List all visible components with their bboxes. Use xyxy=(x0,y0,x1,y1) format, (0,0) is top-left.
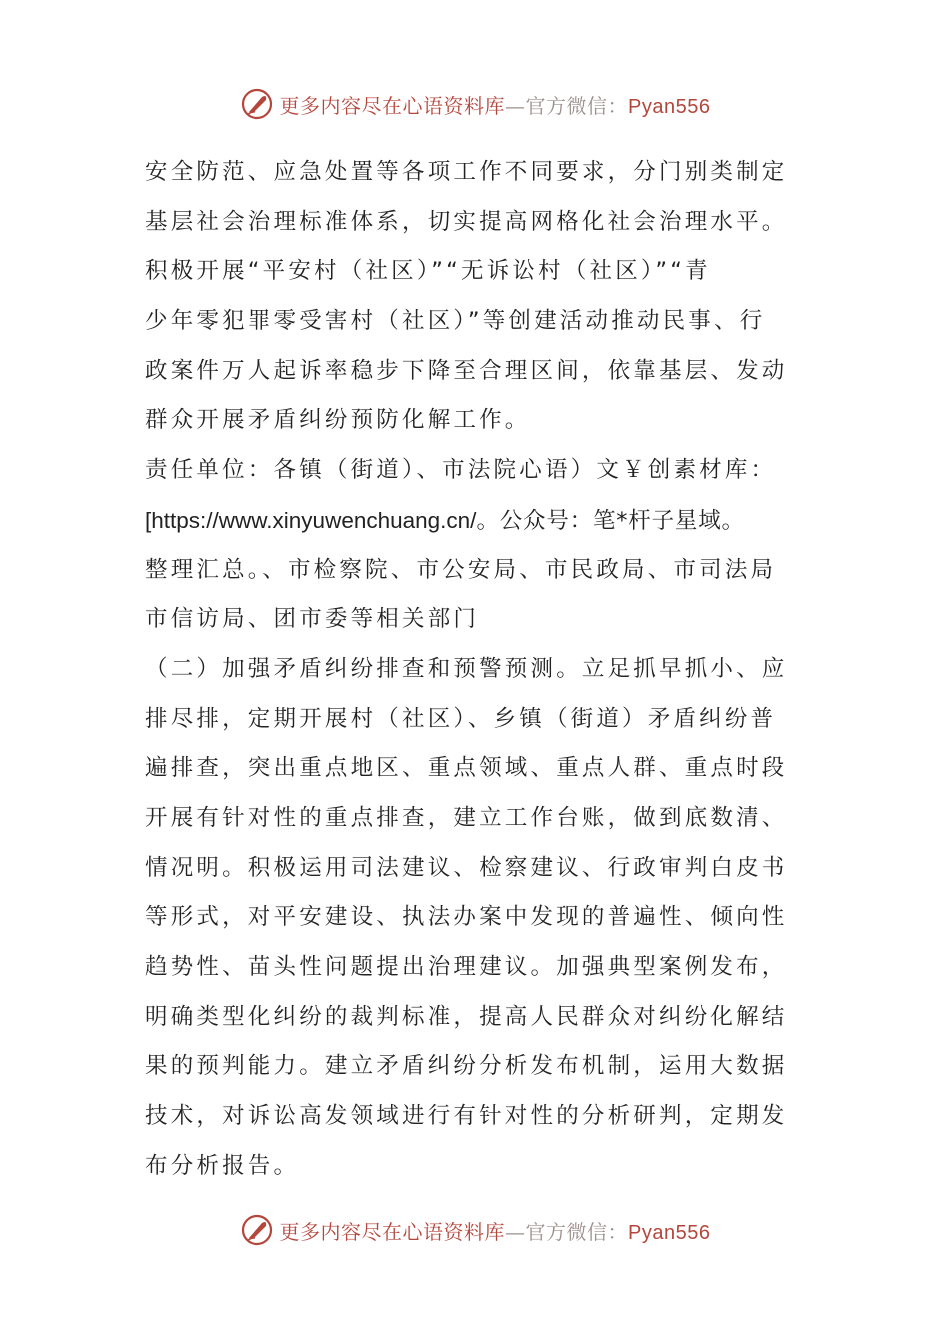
header-brand: 更多内容尽在心语资料库 xyxy=(279,93,506,118)
header-wechat-id: Pyan556 xyxy=(628,95,711,118)
header-dash: — xyxy=(505,93,526,118)
body-line: 群众开展矛盾纠纷预防化解工作。 xyxy=(145,407,531,434)
footer-dash: — xyxy=(505,1219,526,1244)
body-line: 明确类型化纠纷的裁判标准，提高人民群众对纠纷化解结 xyxy=(145,1003,788,1030)
footer-banner xyxy=(0,1210,950,1250)
body-line: 果的预判能力。建立矛盾纠纷分析发布机制，运用大数据 xyxy=(145,1053,788,1080)
quill-pen-logo-icon xyxy=(240,87,274,121)
body-line: 排尽排，定期开展村（社区）、乡镇（街道）矛盾纠纷普 xyxy=(145,705,777,732)
url-suffix: 。公众号：笔*杆子星域。 xyxy=(476,507,745,534)
source-url: [https://www.xinyuwenchuang.cn/ xyxy=(145,507,477,533)
section-heading-line: （二）加强矛盾纠纷排查和预警预测。立足抓早抓小、应 xyxy=(145,655,788,682)
body-line: 情况明。积极运用司法建议、检察建议、行政审判白皮书 xyxy=(145,854,788,881)
body-line: 遍排查，突出重点地区、重点领域、重点人群、重点时段 xyxy=(145,755,788,782)
body-line: 基层社会治理标准体系，切实提高网格化社会治理水平。 xyxy=(145,208,788,235)
document-body xyxy=(145,148,810,1191)
body-line-url xyxy=(145,496,810,546)
body-line: 责任单位：各镇（街道）、市法院心语）文￥创素材库： xyxy=(145,457,777,484)
body-line: 开展有针对性的重点排查，建立工作台账，做到底数清、 xyxy=(145,804,788,831)
header-banner-text xyxy=(280,90,711,119)
body-line: 布分析报告。 xyxy=(145,1152,300,1179)
footer-wechat-label: 官方微信： xyxy=(525,1219,629,1244)
body-line: 整理汇总。、市检察院、市公安局、市民政局、市司法局 xyxy=(145,556,777,583)
body-line: 技术，对诉讼高发领域进行有针对性的分析研判，定期发 xyxy=(145,1103,788,1130)
body-line: 等形式，对平安建设、执法办案中发现的普遍性、倾向性 xyxy=(145,904,788,931)
body-line: 安全防范、应急处置等各项工作不同要求，分门别类制定 xyxy=(145,159,788,185)
body-line: 趋势性、苗头性问题提出治理建议。加强典型案例发布， xyxy=(145,954,788,980)
footer-banner-text xyxy=(280,1216,711,1245)
footer-wechat-id: Pyan556 xyxy=(628,1221,711,1244)
quill-pen-logo-icon xyxy=(240,1213,274,1247)
body-line: 市信访局、团市委等相关部门 xyxy=(145,606,480,633)
body-line: 政案件万人起诉率稳步下降至合理区间，依靠基层、发动 xyxy=(145,357,788,384)
header-banner xyxy=(0,84,950,124)
header-wechat-label: 官方微信： xyxy=(525,93,629,118)
footer-brand: 更多内容尽在心语资料库 xyxy=(279,1219,506,1244)
body-line: 少年零犯罪零受害村（社区）”等创建活动推动民事、行 xyxy=(145,308,766,335)
body-line: 积极开展“平安村（社区）”“无诉讼村（社区）”“青 xyxy=(145,258,711,285)
